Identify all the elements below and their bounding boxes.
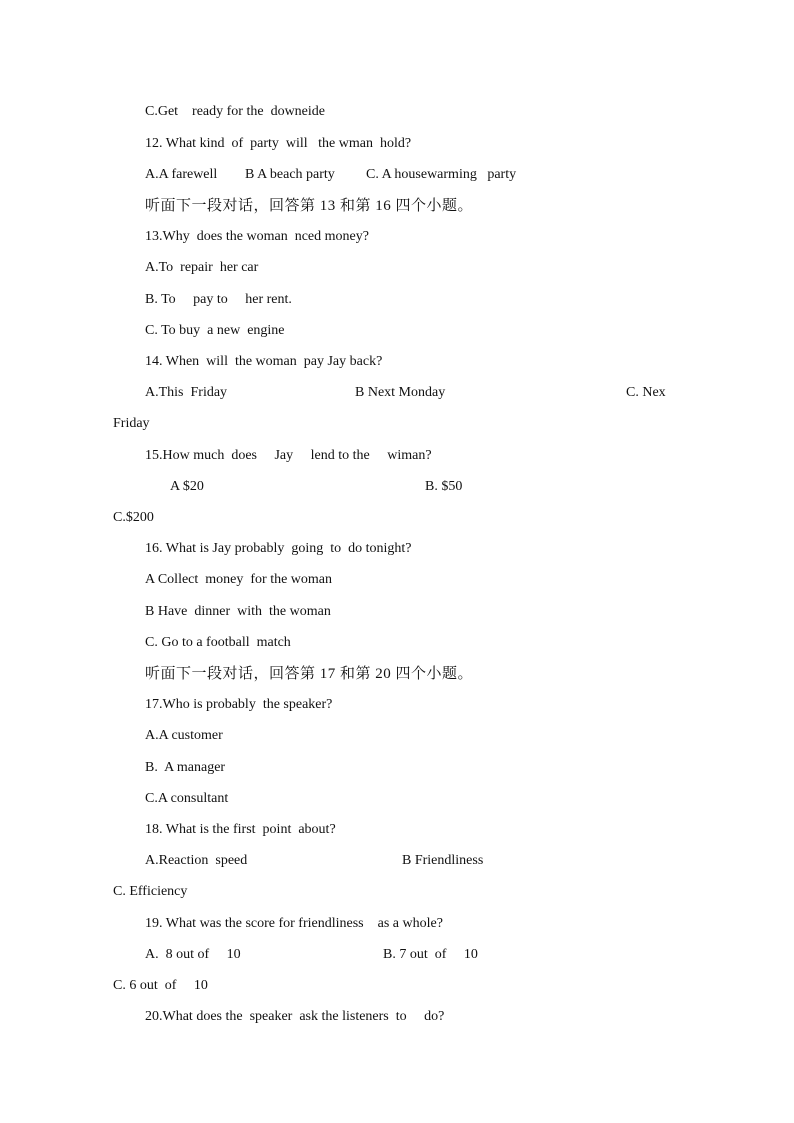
- section-instruction-1: 听面下一段对话，回答第 13 和第 16 四个小题。: [145, 198, 474, 214]
- line-option-c-q11: C.Get ready for the downeide: [145, 104, 325, 119]
- question-16: 16. What is Jay probably going to do tonight?: [145, 541, 412, 556]
- question-13-option-b: B. To pay to her rent.: [145, 292, 292, 307]
- question-14-option-b: B Next Monday: [355, 385, 446, 400]
- question-12-option-c: C. A housewarming party: [366, 167, 517, 182]
- question-18-option-a: A.Reaction speed: [145, 853, 248, 868]
- question-17-option-b: B. A manager: [145, 760, 226, 775]
- question-13-option-c: C. To buy a new engine: [145, 323, 285, 338]
- question-15: 15.How much does Jay lend to the wiman?: [145, 448, 432, 463]
- question-16-option-a: A Collect money for the woman: [145, 572, 333, 587]
- question-19-option-c: C. 6 out of 10: [113, 978, 208, 993]
- question-19: 19. What was the score for friendliness as a whole?: [145, 916, 443, 931]
- question-20: 20.What does the speaker ask the listeners to do?: [145, 1009, 445, 1024]
- question-18-option-c: C. Efficiency: [113, 884, 188, 899]
- question-14-option-c-wrap: Friday: [113, 416, 150, 431]
- question-17-option-c: C.A consultant: [145, 791, 229, 806]
- section-instruction-2: 听面下一段对话，回答第 17 和第 20 四个小题。: [145, 666, 474, 682]
- question-17: 17.Who is probably the speaker?: [145, 697, 333, 712]
- question-14-option-c: C. Nex: [626, 385, 666, 400]
- question-14-option-a: A.This Friday: [145, 385, 228, 400]
- question-18: 18. What is the first point about?: [145, 822, 336, 837]
- question-16-option-c: C. Go to a football match: [145, 635, 291, 650]
- question-14: 14. When will the woman pay Jay back?: [145, 354, 383, 369]
- question-15-option-c: C.$200: [113, 510, 154, 525]
- question-15-option-a: A $20: [170, 479, 204, 494]
- question-17-option-a: A.A customer: [145, 728, 223, 743]
- question-12-option-a: A.A farewell: [145, 167, 218, 182]
- question-16-option-b: B Have dinner with the woman: [145, 604, 331, 619]
- question-13: 13.Why does the woman nced money?: [145, 229, 369, 244]
- question-13-option-a: A.To repair her car: [145, 260, 259, 275]
- question-12: 12. What kind of party will the wman hold?: [145, 136, 412, 151]
- question-18-option-b: B Friendliness: [402, 853, 484, 868]
- question-12-option-b: B A beach party: [245, 167, 335, 182]
- question-15-option-b: B. $50: [425, 479, 463, 494]
- question-19-option-b: B. 7 out of 10: [383, 947, 478, 962]
- question-19-option-a: A. 8 out of 10: [145, 947, 241, 962]
